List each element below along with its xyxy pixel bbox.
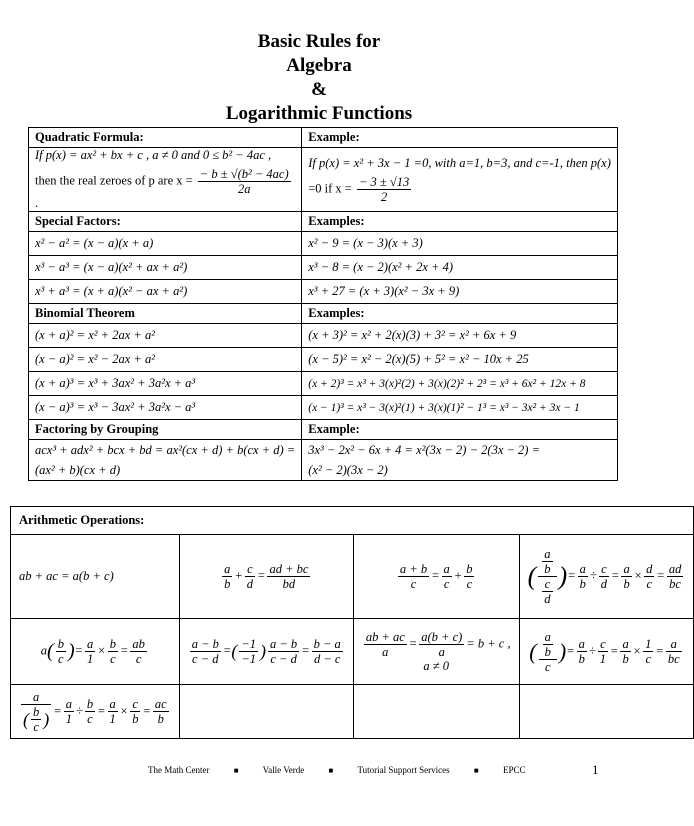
fraction-multiplication-rule: a( $\frac{b}{c}$ )= $\frac{a}{1}$ × $\frac{b}{c}$ = $\frac{ab}{c}$ — [11, 619, 180, 685]
quadratic-header: Quadratic Formula: — [29, 128, 302, 148]
quadratic-denominator: 2a — [237, 182, 251, 196]
binomial-row: (x − a)² = x² − 2ax + a² — [29, 348, 302, 372]
grouping-example-cell — [302, 440, 618, 481]
quadratic-numerator: − b ± √(b² − 4ac) — [199, 167, 289, 181]
binomial-row: (x − a)³ = x³ − 3ax² + 3a²x − a³ — [29, 396, 302, 420]
separator-icon: ■ — [473, 766, 479, 775]
quadratic-example-denominator: 2 — [381, 189, 388, 204]
binomial-examples-header: Examples: — [302, 304, 618, 324]
binomial-example: (x + 3)² = x² + 2(x)(3) + 3² = x² + 6x + 9 — [302, 324, 618, 348]
title-line-4: Logarithmic Functions — [225, 103, 413, 124]
arithmetic-header: Arithmetic Operations: — [11, 507, 694, 535]
title-line-1: Basic Rules for — [257, 31, 381, 52]
arithmetic-operations-table — [10, 506, 694, 739]
grouping-header: Factoring by Grouping — [29, 420, 302, 440]
footer-item: EPCC — [502, 765, 526, 775]
integer-over-fraction-rule: a ( $\frac{b}{c}$ ) = $\frac{a}{1}$ ÷ $\frac{b}{c}$ = $\frac{a}{1}$ × $\frac{c}{b}$ = $\frac{ac}{b}$ — [11, 685, 180, 739]
grouping-example-header: Example: — [302, 420, 618, 440]
grouping-example-line-2: (x² − 2)(3x − 2) — [308, 462, 388, 477]
quadratic-line-1: If p(x) = ax² + bx + c , a ≠ 0 and 0 ≤ b² − 4ac , — [35, 148, 272, 162]
footer-item: The Math Center — [148, 765, 210, 775]
empty-cell — [519, 685, 694, 739]
page-number: 1 — [592, 762, 599, 777]
quadratic-example-numerator: − 3 ± √13 — [358, 174, 410, 189]
quadratic-example-fraction — [357, 175, 411, 204]
algebra-rules-table — [28, 127, 618, 481]
quadratic-example-header: Example: — [302, 128, 618, 148]
title-line-2: Algebra — [286, 55, 352, 76]
page-title — [0, 30, 638, 126]
special-factor-row: x² − a² = (x − a)(x + a) — [29, 232, 302, 256]
grouping-line-1: acx³ + adx² + bcx + bd = ax²(cx + d) + b(cx + d) = — [35, 442, 296, 457]
special-factors-examples-header: Examples: — [302, 212, 618, 232]
fraction-addition-rule: $\frac{a}{b}$ + $\frac{c}{d}$ = $\frac{ad + bc}{bd}$ — [179, 535, 353, 619]
footer-item: Valle Verde — [262, 765, 305, 775]
quadratic-example-line-1: If p(x) = x² + 3x − 1 =0, with a=1, b=3, and c=-1, then p(x) — [308, 155, 611, 170]
binomial-example: (x − 1)³ = x³ − 3(x)²(1) + 3(x)(1)² − 1³ = x³ − 3x² + 3x − 1 — [302, 396, 618, 420]
separator-icon: ■ — [233, 766, 239, 775]
footer-item: Tutorial Support Services — [357, 765, 450, 775]
grouping-cell — [29, 440, 302, 481]
quadratic-fraction — [198, 167, 291, 196]
binomial-example: (x − 5)² = x² − 2(x)(5) + 5² = x² − 10x + 25 — [302, 348, 618, 372]
title-line-3: & — [311, 79, 327, 100]
quadratic-line-2: then the real zeroes of p are x = — [35, 173, 193, 188]
grouping-example-line-1: 3x³ − 2x² − 6x + 4 = x²(3x − 2) − 2(3x − 2) = — [308, 442, 541, 457]
nonzero-condition: a ≠ 0 — [423, 658, 450, 673]
quadratic-example-cell — [302, 148, 618, 212]
negative-fraction-rule: $\frac{a - b}{c - d}$ =( $\frac{-1}{-1}$ ) $\frac{a - b}{c - d}$ = $\frac{b - a}{d - c}$ — [179, 619, 353, 685]
common-denominator-rule: $\frac{a + b}{c}$ = $\frac{a}{c}$ + $\frac{b}{c}$ — [353, 535, 519, 619]
complex-fraction-rule: ( $\frac{\frac{a}{b}}{\frac{c}{d}}$ )= $\frac{a}{b}$ ÷ $\frac{c}{d}$ = $\frac{a}{b}$ × $\frac{d}{c}$ = $\frac{ad}{bc}$ — [519, 535, 694, 619]
quadratic-formula-cell: If p(x) = ax² + bx + c , a ≠ 0 and 0 ≤ b² − 4ac , then the real zeroes of p are x = $\frac{\text{− b ± √(b² − 4ac)}}{2a}$ . — [29, 148, 302, 212]
special-factor-row: x³ − a³ = (x − a)(x² + ax + a²) — [29, 256, 302, 280]
empty-cell — [353, 685, 519, 739]
quadratic-example-line-2: =0 if x = — [308, 180, 352, 195]
binomial-example: (x + 2)³ = x³ + 3(x)²(2) + 3(x)(2)² + 2³ = x³ + 6x² + 12x + 8 — [302, 372, 618, 396]
special-factor-example: x² − 9 = (x − 3)(x + 3) — [302, 232, 618, 256]
separator-icon: ■ — [328, 766, 334, 775]
binomial-header: Binomial Theorem — [29, 304, 302, 324]
fraction-over-integer-rule: ( $\frac{\frac{a}{b}}{c}$ )= $\frac{a}{b}$ ÷ $\frac{c}{1}$ = $\frac{a}{b}$ × $\frac{1}{c}$ = $\frac{a}{bc}$ — [519, 619, 694, 685]
special-factor-row: x³ + a³ = (x + a)(x² − ax + a²) — [29, 280, 302, 304]
distributive-rule: ab + ac = a(b + c) — [11, 535, 180, 619]
binomial-row: (x + a)³ = x³ + 3ax² + 3a²x + a³ — [29, 372, 302, 396]
factor-cancel-rule: $\frac{ab + ac}{a}$ = $\frac{a(b + c)}{a}$ = b + c , a ≠ 0 — [353, 619, 519, 685]
special-factor-example: x³ − 8 = (x − 2)(x² + 2x + 4) — [302, 256, 618, 280]
grouping-line-2: (ax² + b)(cx + d) — [35, 462, 121, 477]
special-factors-header: Special Factors: — [29, 212, 302, 232]
empty-cell — [179, 685, 353, 739]
special-factor-example: x³ + 27 = (x + 3)(x² − 3x + 9) — [302, 280, 618, 304]
binomial-row: (x + a)² = x² + 2ax + a² — [29, 324, 302, 348]
